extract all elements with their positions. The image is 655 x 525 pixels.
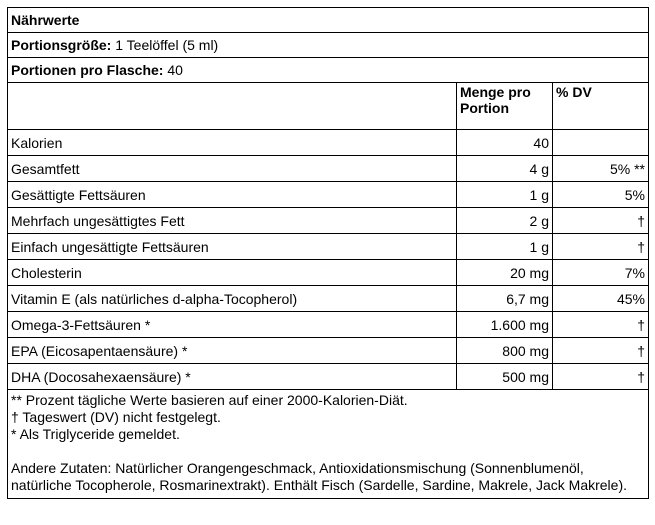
nutrient-name: DHA (Docosahexaensäure) * <box>8 364 457 390</box>
nutrient-dv: † <box>553 364 649 390</box>
footnotes-section <box>8 390 649 499</box>
nutrition-table <box>7 7 649 499</box>
footnote-daily-value: ** Prozent tägliche Werte basieren auf einer 2000-Kalorien-Diät. <box>11 392 408 408</box>
nutrient-amount: 1.600 mg <box>457 312 553 338</box>
nutrient-row <box>8 234 649 260</box>
nutrient-row <box>8 312 649 338</box>
nutrient-dv: † <box>553 312 649 338</box>
nutrient-name: Kalorien <box>8 130 457 156</box>
nutrient-amount: 20 mg <box>457 260 553 286</box>
nutrient-name: EPA (Eicosapentaensäure) * <box>8 338 457 364</box>
other-ingredients: Andere Zutaten: Natürlicher Orangengeschmack, Antioxidationsmischung (Sonnenblumenöl, natürliche Tocopherole, Rosmarinextrakt). Enthält Fisch (Sardelle, Sardine, Makrele, Jack Makrele). <box>11 460 627 493</box>
footnote-dagger: † Tageswert (DV) nicht festgelegt. <box>11 409 221 425</box>
column-header-row <box>8 83 649 130</box>
nutrient-amount: 800 mg <box>457 338 553 364</box>
nutrient-dv: 45% <box>553 286 649 312</box>
nutrient-dv: 5% ** <box>553 156 649 182</box>
nutrient-amount: 1 g <box>457 182 553 208</box>
nutrient-name: Einfach ungesättigte Fettsäuren <box>8 234 457 260</box>
nutrient-dv: † <box>553 234 649 260</box>
nutrient-row <box>8 286 649 312</box>
nutrient-row <box>8 156 649 182</box>
nutrient-amount: 6,7 mg <box>457 286 553 312</box>
servings-per-bottle-row <box>8 58 649 83</box>
header-blank-cell <box>8 83 457 130</box>
nutrient-name: Cholesterin <box>8 260 457 286</box>
nutrition-facts-panel <box>7 7 648 499</box>
servings-per-bottle-value: 40 <box>167 62 183 78</box>
panel-title <box>8 8 649 33</box>
nutrient-dv: 7% <box>553 260 649 286</box>
servings-per-bottle-label: Portionen pro Flasche: <box>11 62 164 78</box>
nutrient-name: Omega-3-Fettsäuren * <box>8 312 457 338</box>
nutrient-dv: 5% <box>553 182 649 208</box>
nutrient-row <box>8 208 649 234</box>
nutrient-name: Gesättigte Fettsäuren <box>8 182 457 208</box>
nutrient-name: Mehrfach ungesättigtes Fett <box>8 208 457 234</box>
nutrient-name: Gesamtfett <box>8 156 457 182</box>
panel-title-text: Nährwerte <box>11 12 80 28</box>
nutrient-amount: 4 g <box>457 156 553 182</box>
serving-size-label: Portionsgröße: <box>11 37 112 53</box>
dv-column-header: % DV <box>553 83 649 130</box>
nutrient-row <box>8 260 649 286</box>
nutrient-dv: † <box>553 338 649 364</box>
nutrient-name: Vitamin E (als natürliches d-alpha-Tocopherol) <box>8 286 457 312</box>
nutrient-row <box>8 130 649 156</box>
nutrient-amount: 2 g <box>457 208 553 234</box>
serving-size-row <box>8 33 649 58</box>
footnote-spacer <box>11 443 645 460</box>
nutrient-amount: 500 mg <box>457 364 553 390</box>
nutrient-dv: † <box>553 208 649 234</box>
nutrient-amount: 40 <box>457 130 553 156</box>
nutrient-row <box>8 364 649 390</box>
serving-size-value: 1 Teelöffel (5 ml) <box>115 37 219 53</box>
nutrient-row <box>8 338 649 364</box>
nutrient-dv <box>553 130 649 156</box>
nutrient-amount: 1 g <box>457 234 553 260</box>
nutrient-row <box>8 182 649 208</box>
amount-column-header: Menge pro Portion <box>457 83 553 130</box>
footnote-triglycerides: * Als Triglyceride gemeldet. <box>11 426 180 442</box>
